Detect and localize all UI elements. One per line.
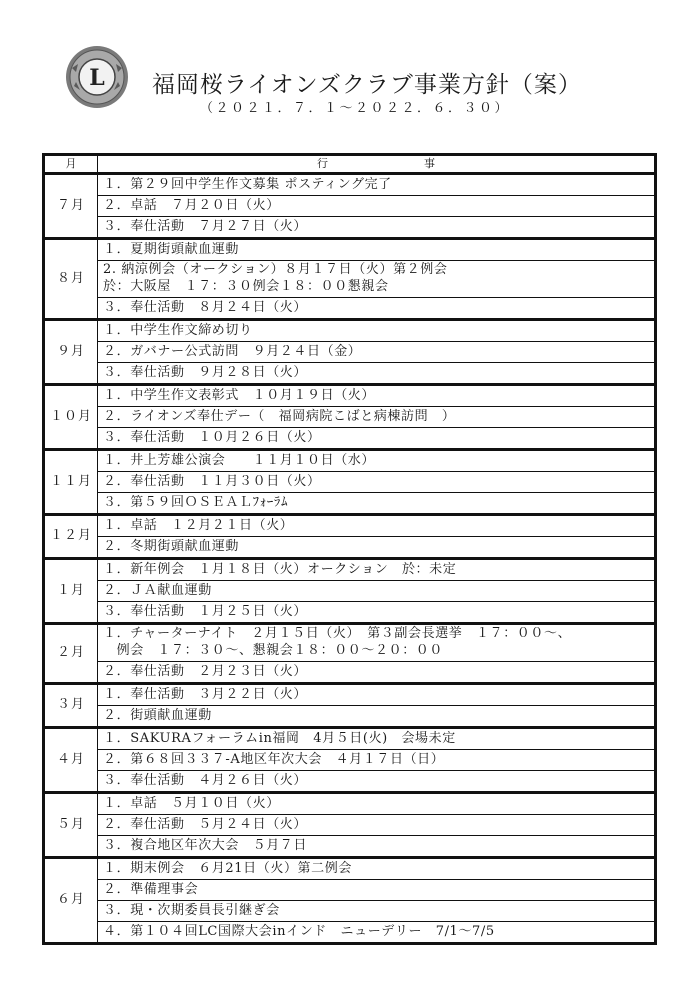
month-cell: １０月 (44, 385, 98, 450)
event-item: ３．奉仕活動 １月２５日（火） (98, 602, 656, 624)
table-row (44, 342, 656, 363)
event-item: １．新年例会 １月１８日（火）オークション 於：未定 (98, 559, 656, 581)
table-row (44, 922, 656, 944)
month-cell: １２月 (44, 515, 98, 559)
lions-club-logo (64, 44, 130, 110)
table-header-row (44, 155, 656, 174)
event-item: １．中学生作文表彰式 １０月１９日（火） (98, 385, 656, 407)
table-row (44, 815, 656, 836)
table-row (44, 793, 656, 815)
month-cell: ９月 (44, 320, 98, 385)
table-row (44, 750, 656, 771)
month-cell: ８月 (44, 239, 98, 320)
svg-text:L: L (89, 65, 105, 91)
event-item: １．卓話 ５月１０日（火） (98, 793, 656, 815)
table-row (44, 261, 656, 298)
table-row (44, 239, 656, 261)
event-item: ２．奉仕活動 ５月２４日（火） (98, 815, 656, 836)
table-row (44, 363, 656, 385)
month-cell: ４月 (44, 728, 98, 793)
month-cell: ５月 (44, 793, 98, 858)
event-item: ３．奉仕活動 ７月２７日（火） (98, 217, 656, 239)
event-item: １．夏期街頭献血運動 (98, 239, 656, 261)
event-item (98, 261, 656, 298)
event-item: ３．現・次期委員長引継ぎ会 (98, 901, 656, 922)
table-row (44, 836, 656, 858)
table-row (44, 684, 656, 706)
event-item: １．SAKURAフォーラムin福岡 4月５日(火) 会場未定 (98, 728, 656, 750)
event-item-subline: 於：大阪屋 １７：３０例会１８：００懇親会 (103, 279, 389, 294)
month-cell: ３月 (44, 684, 98, 728)
fiscal-period: （２０２１．７．１～２０２２．６．３０） (199, 101, 510, 116)
event-item-line: 2. 納涼例会（オークション）８月１７日（火）第２例会 (103, 262, 448, 278)
table-row (44, 858, 656, 880)
event-item: ２．ＪＡ献血運動 (98, 581, 656, 602)
event-item: ３．奉仕活動 ８月２４日（火） (98, 298, 656, 320)
month-cell: ６月 (44, 858, 98, 944)
table-row (44, 428, 656, 450)
event-item-subline: 例会 １７：３０～、懇親会１８：００～２０：００ (103, 643, 444, 658)
event-item: １．卓話 １２月２１日（火） (98, 515, 656, 537)
event-item: ３．複合地区年次大会 ５月７日 (98, 836, 656, 858)
table-row (44, 880, 656, 901)
table-row (44, 515, 656, 537)
table-row (44, 174, 656, 196)
table-row (44, 728, 656, 750)
table-row (44, 624, 656, 662)
event-item (98, 624, 656, 662)
event-item: ３．第５９回ＯＳＥＡＬﾌｫｰﾗﾑ (98, 493, 656, 515)
month-cell: １１月 (44, 450, 98, 515)
column-header-month: 月 (44, 155, 98, 174)
event-item: １．奉仕活動 ３月２２日（火） (98, 684, 656, 706)
month-cell: １月 (44, 559, 98, 624)
table-row (44, 706, 656, 728)
month-cell: ２月 (44, 624, 98, 684)
table-row (44, 537, 656, 559)
schedule-body (44, 174, 656, 944)
table-row (44, 559, 656, 581)
column-header-events-char2: 事 (424, 156, 435, 170)
table-row (44, 581, 656, 602)
event-item: ２．奉仕活動 １１月３０日（火） (98, 472, 656, 493)
event-schedule-table (42, 153, 657, 945)
month-cell: ７月 (44, 174, 98, 239)
table-row (44, 217, 656, 239)
table-row (44, 407, 656, 428)
event-item: １．第２９回中学生作文募集 ポスティング完了 (98, 174, 656, 196)
table-row (44, 472, 656, 493)
table-row (44, 493, 656, 515)
event-item: １．期末例会 ６月21日（火）第二例会 (98, 858, 656, 880)
event-item: ２．卓話 ７月２０日（火） (98, 196, 656, 217)
table-row (44, 320, 656, 342)
event-item: ２．準備理事会 (98, 880, 656, 901)
table-row (44, 771, 656, 793)
table-row (44, 662, 656, 684)
event-item: ２．ライオンズ奉仕デー（ 福岡病院こばと病棟訪問 ） (98, 407, 656, 428)
column-header-events-char1: 行 (317, 156, 328, 170)
table-row (44, 298, 656, 320)
event-item: ２．冬期街頭献血運動 (98, 537, 656, 559)
table-row (44, 450, 656, 472)
table-row (44, 901, 656, 922)
event-item: １．中学生作文締め切り (98, 320, 656, 342)
column-header-events (98, 155, 656, 174)
event-item-line: １．チャーターナイト ２月１５日（火） 第３副会長選挙 １７：００～、 (103, 626, 572, 642)
table-row (44, 196, 656, 217)
table-row (44, 602, 656, 624)
page-title: 福岡桜ライオンズクラブ事業方針（案） (152, 72, 582, 98)
event-item: ３．奉仕活動 ９月２８日（火） (98, 363, 656, 385)
event-item: ４．第１０４回LC国際大会inインド ニューデリー 7/1～7/5 (103, 923, 495, 939)
event-item: ２．奉仕活動 ２月２３日（火） (98, 662, 656, 684)
event-item: ２．街頭献血運動 (98, 706, 656, 728)
event-item: ３．奉仕活動 １０月２６日（火） (98, 428, 656, 450)
event-item: ２．第６８回３３７-A地区年次大会 ４月１７日（日） (98, 750, 656, 771)
table-row (44, 385, 656, 407)
event-item: ３．奉仕活動 ４月２６日（火） (98, 771, 656, 793)
event-item: １．井上芳雄公演会 １１月１０日（水） (98, 450, 656, 472)
event-item: ２．ガバナー公式訪問 ９月２４日（金） (98, 342, 656, 363)
